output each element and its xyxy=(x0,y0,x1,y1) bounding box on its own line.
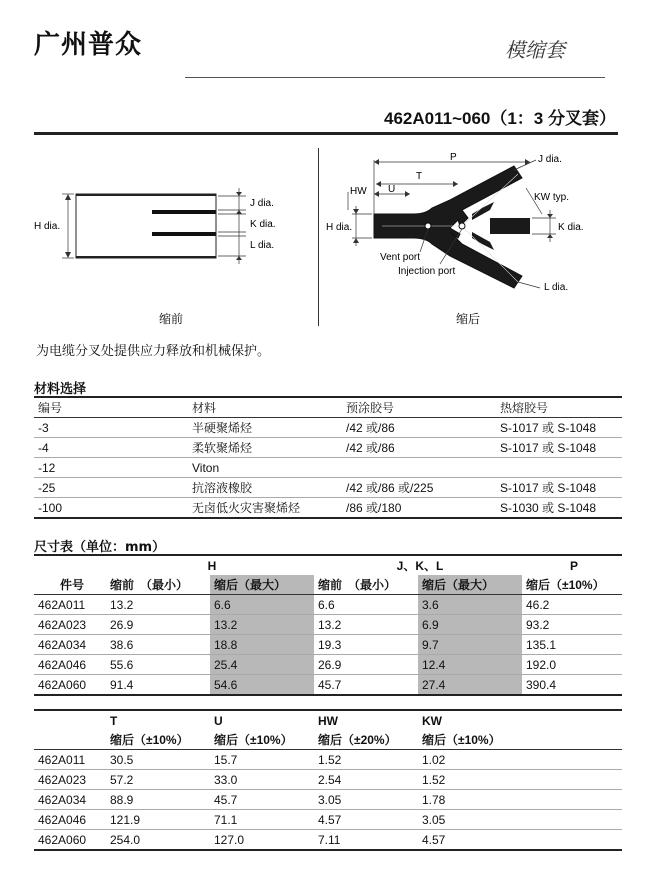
j-dia-after-label: J dia. xyxy=(538,154,562,165)
cell: 462A046 xyxy=(34,810,106,830)
table-row xyxy=(34,615,622,635)
group-kw-header: KW xyxy=(422,713,442,728)
cell: 1.52 xyxy=(314,750,418,770)
cell: 26.9 xyxy=(106,615,210,635)
cell: 462A060 xyxy=(34,830,106,851)
cell: 45.7 xyxy=(314,675,418,696)
cell: 38.6 xyxy=(106,635,210,655)
cell: 4.57 xyxy=(418,830,522,851)
header-rule xyxy=(185,77,605,78)
table-row xyxy=(34,655,622,675)
after-shrink-diagram xyxy=(322,148,622,333)
col-header: 材料 xyxy=(188,397,342,418)
cell: 27.4 xyxy=(418,675,522,696)
dimensions-table-2 xyxy=(34,709,622,851)
col-header: 缩后（±10%） xyxy=(522,575,622,595)
cell: 462A011 xyxy=(34,595,106,615)
cell: 26.9 xyxy=(314,655,418,675)
cell: 18.8 xyxy=(210,635,314,655)
cell: S-1017 或 S-1048 xyxy=(496,438,622,458)
cell: 1.02 xyxy=(418,750,522,770)
brand-name: 广州普众 xyxy=(34,30,143,60)
cell: 462A023 xyxy=(34,615,106,635)
col-header: 缩后（±10%） xyxy=(210,730,314,750)
table-row xyxy=(34,458,622,478)
group-jkl-header: J、K、L xyxy=(396,559,444,573)
k-dia-after-label: K dia. xyxy=(558,222,584,233)
h-dia-label: H dia. xyxy=(34,221,61,232)
cell: 462A023 xyxy=(34,770,106,790)
cell: 127.0 xyxy=(210,830,314,851)
cell: S-1017 或 S-1048 xyxy=(496,478,622,498)
col-header: 缩后（±10%） xyxy=(418,730,522,750)
cell: 462A034 xyxy=(34,635,106,655)
cell: 半硬聚烯烃 xyxy=(188,418,342,438)
cell: 12.4 xyxy=(418,655,522,675)
cell: 9.7 xyxy=(418,635,522,655)
cell: 91.4 xyxy=(106,675,210,696)
table-row xyxy=(34,675,622,696)
kw-typ-label: KW typ. xyxy=(534,192,570,203)
l-dia-after-label: L dia. xyxy=(544,282,569,293)
cell: 6.9 xyxy=(418,615,522,635)
cell xyxy=(496,458,622,478)
cell: 30.5 xyxy=(106,750,210,770)
j-slot xyxy=(152,210,216,214)
u-label: U xyxy=(388,184,396,195)
col-header: 缩后（±20%） xyxy=(314,730,418,750)
cell: 3.05 xyxy=(418,810,522,830)
cell: 121.9 xyxy=(106,810,210,830)
after-caption: 缩后 xyxy=(456,312,481,326)
cell: 13.2 xyxy=(314,615,418,635)
table-row xyxy=(34,750,622,770)
j-dia-label: J dia. xyxy=(250,198,274,209)
cell: 4.57 xyxy=(314,810,418,830)
col-header: 缩后（±10%） xyxy=(106,730,210,750)
group-u-header: U xyxy=(214,713,223,728)
cell: 33.0 xyxy=(210,770,314,790)
table-row xyxy=(34,418,622,438)
product-name: 模缩套 xyxy=(505,38,565,62)
col-header: 缩前 （最小） xyxy=(314,575,418,595)
cell: 462A034 xyxy=(34,790,106,810)
cell: 19.3 xyxy=(314,635,418,655)
cell: 71.1 xyxy=(210,810,314,830)
table-row xyxy=(34,770,622,790)
part-range-title: 462A011~060（1：3 分叉套） xyxy=(384,109,616,128)
col-header: 缩前 （最小） xyxy=(106,575,210,595)
cell: -12 xyxy=(34,458,188,478)
dimensions-title: 尺寸表（单位：mm） xyxy=(34,540,166,555)
l-dia-label: L dia. xyxy=(250,240,275,251)
cell: 55.6 xyxy=(106,655,210,675)
cell: 192.0 xyxy=(522,655,622,675)
cell: 柔软聚烯烃 xyxy=(188,438,342,458)
cell: /42 或/86 xyxy=(342,418,496,438)
injection-port-label: Injection port xyxy=(398,266,456,277)
cell: 13.2 xyxy=(210,615,314,635)
cell: 462A060 xyxy=(34,675,106,696)
cell: 6.6 xyxy=(314,595,418,615)
table-row xyxy=(34,498,622,519)
h-dia-after-label: H dia. xyxy=(326,222,353,233)
cell: -3 xyxy=(34,418,188,438)
cell: /86 或/180 xyxy=(342,498,496,519)
l-slot xyxy=(152,232,216,236)
cell: 254.0 xyxy=(106,830,210,851)
table-row xyxy=(34,635,622,655)
cell: 1.52 xyxy=(418,770,522,790)
cell: 54.6 xyxy=(210,675,314,696)
table-row xyxy=(34,595,622,615)
title-rule xyxy=(34,132,618,135)
vent-port-label: Vent port xyxy=(380,252,421,263)
cell: 462A046 xyxy=(34,655,106,675)
cell: 7.11 xyxy=(314,830,418,851)
col-header: 缩后（最大） xyxy=(210,575,314,595)
cell: 45.7 xyxy=(210,790,314,810)
dimensions-table xyxy=(34,554,622,696)
cell: 3.05 xyxy=(314,790,418,810)
group-p-header: P xyxy=(569,558,578,573)
cell: S-1030 或 S-1048 xyxy=(496,498,622,519)
materials-table xyxy=(34,396,622,519)
col-header: 缩后（最大） xyxy=(418,575,522,595)
cell: 1.78 xyxy=(418,790,522,810)
cell: 无卤低火灾害聚烯烃 xyxy=(188,498,342,519)
cell: 57.2 xyxy=(106,770,210,790)
figure-divider xyxy=(318,148,319,326)
table-row xyxy=(34,810,622,830)
cell: S-1017 或 S-1048 xyxy=(496,418,622,438)
group-t-header: T xyxy=(110,713,118,728)
table-row xyxy=(34,438,622,458)
cell: 3.6 xyxy=(418,595,522,615)
group-hw-header: HW xyxy=(318,713,338,728)
before-caption: 缩前 xyxy=(159,312,184,326)
hw-label: HW xyxy=(350,186,367,197)
materials-title: 材料选择 xyxy=(34,382,87,397)
cell: 88.9 xyxy=(106,790,210,810)
cell: 390.4 xyxy=(522,675,622,696)
cell: 135.1 xyxy=(522,635,622,655)
cell: -25 xyxy=(34,478,188,498)
t-label: T xyxy=(416,171,423,182)
cell: 46.2 xyxy=(522,595,622,615)
cell: 93.2 xyxy=(522,615,622,635)
part-number-header: 件号 xyxy=(34,575,106,595)
table-row xyxy=(34,478,622,498)
cell: Viton xyxy=(188,458,342,478)
col-header: 编号 xyxy=(34,397,188,418)
before-shrink-diagram xyxy=(34,148,314,333)
table-row xyxy=(34,790,622,810)
cell: 462A011 xyxy=(34,750,106,770)
cell: /42 或/86 xyxy=(342,438,496,458)
cell: 13.2 xyxy=(106,595,210,615)
group-h-header: H xyxy=(207,558,217,573)
col-header: 热熔胶号 xyxy=(496,397,622,418)
cell: /42 或/86 或/225 xyxy=(342,478,496,498)
k-dia-label: K dia. xyxy=(250,219,276,230)
col-header: 预涂胶号 xyxy=(342,397,496,418)
p-label: P xyxy=(450,152,457,163)
cell: 2.54 xyxy=(314,770,418,790)
cell: 抗溶液橡胶 xyxy=(188,478,342,498)
cell: 15.7 xyxy=(210,750,314,770)
table-row xyxy=(34,830,622,851)
description: 为电缆分叉处提供应力释放和机械保护。 xyxy=(36,344,271,359)
cell: 25.4 xyxy=(210,655,314,675)
cell xyxy=(342,458,496,478)
cell: 6.6 xyxy=(210,595,314,615)
cell: -4 xyxy=(34,438,188,458)
cell: -100 xyxy=(34,498,188,519)
